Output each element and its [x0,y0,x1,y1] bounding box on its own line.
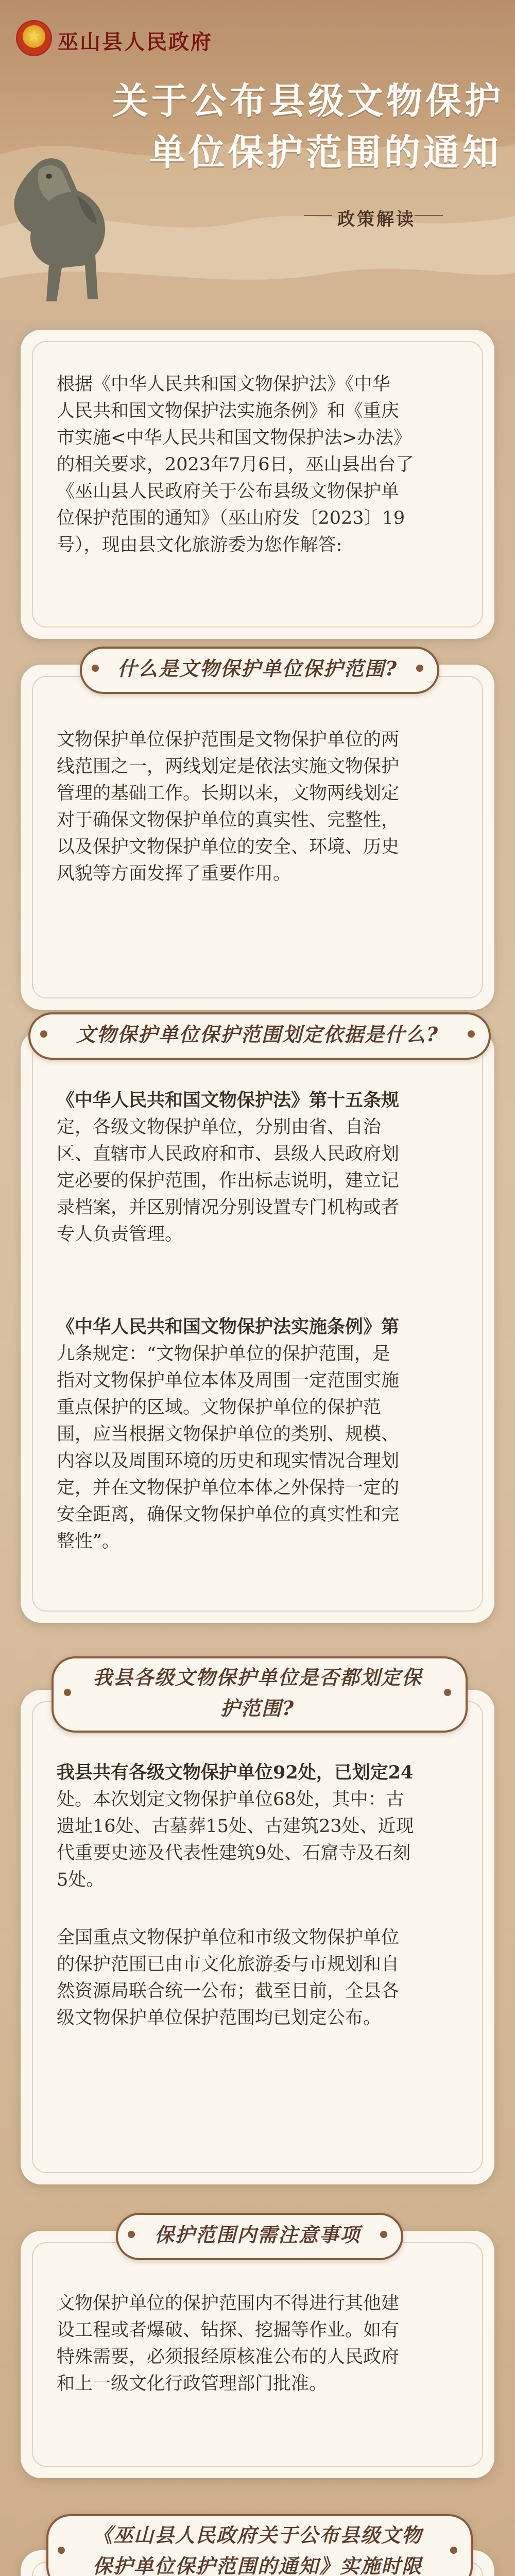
section-paragraph: 文物保护单位保护范围是文物保护单位的两 线范围之一，两线划定是依法实施文物保护 管理的基础工作。长期以来，文物两线划定 对于确保文物保护单位的真实性、完整性， 以及保护文物保护单位的安全、环境、历史 风貌等方面发挥了重要作用。 [57,730,400,884]
heading-dot-icon [58,2547,65,2554]
heading-dot-icon [92,665,99,672]
emblem-star-icon: ★ [27,27,41,44]
section-paragraph: 我县共有各级文物保护单位92处，已划定24 处。本次划定文物保护单位68处，其中：古 遗址16处、古墓葬15处、古建筑23处、近现 代重要史迹及代表性建筑9处、石窟寺及石刻 5处。 [57,1762,414,1890]
subtitle: 政策解读 [337,209,416,230]
header-banner [0,0,515,319]
heading-dot-icon [450,2547,457,2554]
heading-dot-icon [416,665,423,672]
heading-dot-icon [128,2231,135,2238]
section-heading-text: 我县各级文物保护单位是否都划定保 [92,1666,422,1689]
section-heading-text: 什么是文物保护单位保护范围? [117,657,398,680]
heading-dot-icon [444,1689,451,1696]
heading-dot-icon [40,1030,47,1038]
section-paragraph: 文物保护单位的保护范围内不得进行其他建 设工程或者爆破、钻探、挖掘等作业。如有 特殊需要，必须报经原核准公布的人民政府 和上一级文化行政管理部门批准。 [57,2293,400,2394]
bronze-horse-artifact [0,144,118,314]
section-paragraph: 全国重点文物保护单位和市级文物保护单位 的保护范围已由市文化旅游委与市规划和自 然资源局联合统一公布；截至目前，全县各 级文物保护单位保护范围均已划定公布。 [57,1927,400,2028]
page-title-line2: 单位保护范围的通知 [149,131,502,174]
section-heading-text: 保护范围内需注意事项 [154,2223,360,2246]
section-paragraph: 《中华人民共和国文物保护法》第十五条规 定，各级文物保护单位，分别由省、自治 区、直辖市人民政府和市、县级人民政府划 定必要的保护范围，作出标志说明，建立记 录档案，并区别情况分别设置专门机构或者 专人负责管理。 [57,1090,400,1245]
intro-text: 根据《中华人民共和国文物保护法》《中华 人民共和国文物保护法实施条例》和《重庆 市实施<中华人民共和国文物保护法>办法》 的相关要求，2023年7月6日，巫山县出台了 《巫山县人民政府关于公布县级文物保护单 位保护范围的通知》（巫山府发〔2023〕19 号），现由县文化旅游委为您作解答: [57,374,414,555]
gov-name: 巫山县人民政府 [58,30,213,54]
heading-dot-icon [468,1030,475,1038]
section-heading-text: 保护单位保护范围的通知》实施时限 [92,2554,422,2576]
section-heading-text: 文物保护单位保护范围划定依据是什么? [76,1023,439,1046]
section-heading-text: 护范围? [220,1697,295,1720]
page-title-line1: 关于公布县级文物保护 [112,80,504,122]
heading-dot-icon [380,2231,387,2238]
section-paragraph: 《中华人民共和国文物保护法实施条例》第 九条规定：“文物保护单位的保护范围，是 指对文物保护单位本体及周围一定范围实施 重点保护的区域。文物保护单位的保护范 围，应当根据文物保护单位的类别、规模、 内容以及周围环境的历史和现实情况合理划 定，并在文物保护单位本体之外保持一定的 安全距离，确保文物保护单位的真实性和完 整性”。 [57,1316,400,1552]
section-heading-text: 《巫山县人民政府关于公布县级文物 [92,2523,422,2547]
heading-dot-icon [64,1689,71,1696]
